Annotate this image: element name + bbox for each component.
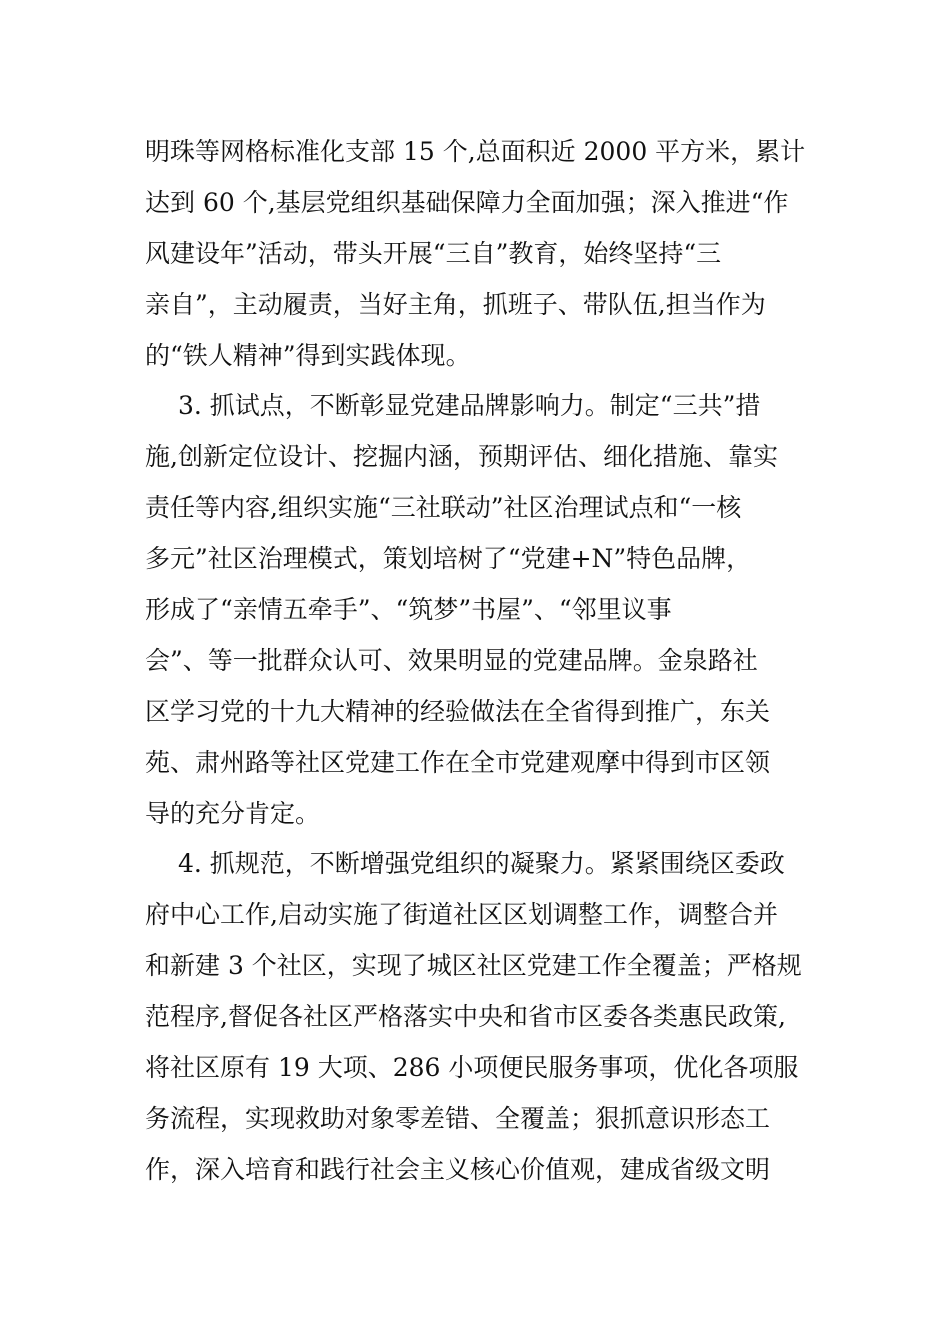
- document-body: [145, 133, 815, 1202]
- text-line: 达到 60 个,基层党组织基础保障力全面加强；深入推进“作: [145, 187, 789, 217]
- text-line: 将社区原有 19 大项、286 小项便民服务事项，优化各项服: [145, 1053, 799, 1083]
- text-line: 作，深入培育和践行社会主义核心价值观，建成省级文明: [145, 1154, 771, 1184]
- text-line: 和新建 3 个社区，实现了城区社区党建工作全覆盖；严格规: [145, 951, 802, 981]
- text-line: 施,创新定位设计、挖掘内涵，预期评估、细化措施、靠实: [145, 442, 778, 472]
- text-line: 区学习党的十九大精神的经验做法在全省得到推广，东关: [145, 696, 771, 726]
- text-line: 风建设年”活动，带头开展“三自”教育，始终坚持“三: [145, 238, 722, 268]
- text-line: 务流程，实现救助对象零差错、全覆盖；狠抓意识形态工: [145, 1103, 771, 1133]
- text-line: 多元”社区治理模式，策划培树了“党建+N”特色品牌，: [145, 544, 752, 574]
- section-heading-line: 3. 抓试点，不断彰显党建品牌影响力。制定“三共”措: [178, 391, 761, 421]
- text-line: 责任等内容,组织实施“三社联动”社区治理试点和“一核: [145, 493, 742, 523]
- text-line: 苑、肃州路等社区党建工作在全市党建观摩中得到市区领: [145, 747, 771, 777]
- text-line: 明珠等网格标准化支部 15 个,总面积近 2000 平方米，累计: [145, 137, 806, 166]
- section-heading-line: 4. 抓规范，不断增强党组织的凝聚力。紧紧围绕区委政: [178, 849, 785, 879]
- text-line: 亲自”，主动履责，当好主角，抓班子、带队伍,担当作为: [145, 289, 766, 319]
- text-line: 范程序,督促各社区严格落实中央和省市区委各类惠民政策,: [145, 1002, 786, 1032]
- text-line: 导的充分肯定。: [145, 798, 321, 828]
- text-line: 的“铁人精神”得到实践体现。: [145, 340, 471, 370]
- text-line: 形成了“亲情五牵手”、“筑梦”书屋”、“邻里议事: [145, 595, 672, 625]
- text-line: 府中心工作,启动实施了街道社区区划调整工作，调整合并: [145, 900, 778, 930]
- text-line: 会”、等一批群众认可、效果明显的党建品牌。金泉路社: [145, 645, 758, 675]
